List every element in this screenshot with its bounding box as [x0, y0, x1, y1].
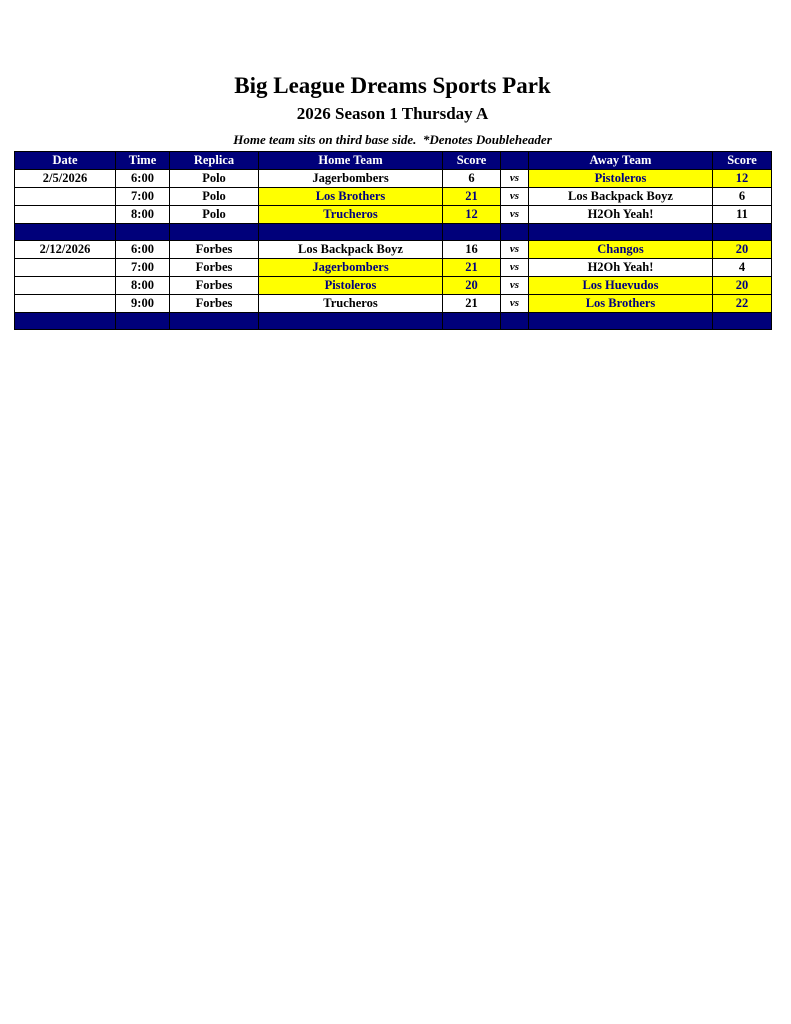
away-team-cell: Los Brothers [529, 295, 713, 313]
away-team-cell: H2Oh Yeah! [529, 259, 713, 277]
header-time: Time [116, 152, 170, 170]
replica-cell: Polo [170, 170, 259, 188]
vs-cell: vs [501, 259, 529, 277]
home-score-cell: 16 [443, 241, 501, 259]
time-cell: 7:00 [116, 188, 170, 206]
date-cell [15, 206, 116, 224]
header-date: Date [15, 152, 116, 170]
away-team-cell: H2Oh Yeah! [529, 206, 713, 224]
replica-cell: Forbes [170, 259, 259, 277]
away-score-cell: 6 [713, 188, 772, 206]
time-cell: 6:00 [116, 170, 170, 188]
home-team-cell: Los Brothers [259, 188, 443, 206]
separator-cell [713, 224, 772, 241]
date-cell [15, 295, 116, 313]
away-team-cell: Pistoleros [529, 170, 713, 188]
vs-cell: vs [501, 170, 529, 188]
date-cell [15, 259, 116, 277]
home-score-cell: 21 [443, 259, 501, 277]
separator-cell [15, 224, 116, 241]
time-cell: 6:00 [116, 241, 170, 259]
away-score-cell: 22 [713, 295, 772, 313]
home-team-cell: Trucheros [259, 206, 443, 224]
away-team-cell: Los Backpack Boyz [529, 188, 713, 206]
away-team-cell: Los Huevudos [529, 277, 713, 295]
separator-row [15, 313, 772, 330]
table-row [15, 295, 772, 313]
table-row [15, 170, 772, 188]
separator-cell [116, 313, 170, 330]
replica-cell: Forbes [170, 295, 259, 313]
header-home-score: Score [443, 152, 501, 170]
replica-cell: Forbes [170, 241, 259, 259]
separator-row [15, 224, 772, 241]
time-cell: 9:00 [116, 295, 170, 313]
home-team-cell: Los Backpack Boyz [259, 241, 443, 259]
table-row [15, 206, 772, 224]
away-score-cell: 11 [713, 206, 772, 224]
separator-cell [529, 313, 713, 330]
home-score-cell: 6 [443, 170, 501, 188]
separator-cell [170, 313, 259, 330]
home-team-cell: Pistoleros [259, 277, 443, 295]
home-score-cell: 21 [443, 188, 501, 206]
table-row [15, 259, 772, 277]
away-score-cell: 20 [713, 277, 772, 295]
separator-cell [259, 224, 443, 241]
date-cell [15, 277, 116, 295]
home-team-cell: Jagerbombers [259, 259, 443, 277]
date-cell: 2/5/2026 [15, 170, 116, 188]
home-team-cell: Trucheros [259, 295, 443, 313]
separator-cell [170, 224, 259, 241]
time-cell: 7:00 [116, 259, 170, 277]
table-row [15, 241, 772, 259]
replica-cell: Polo [170, 188, 259, 206]
replica-cell: Forbes [170, 277, 259, 295]
separator-cell [15, 313, 116, 330]
away-score-cell: 20 [713, 241, 772, 259]
vs-cell: vs [501, 295, 529, 313]
separator-cell [259, 313, 443, 330]
table-header-row [15, 152, 772, 170]
page-note: Home team sits on third base side. *Denotes Doubleheader [233, 132, 552, 147]
table-row [15, 188, 772, 206]
home-score-cell: 20 [443, 277, 501, 295]
vs-cell: vs [501, 206, 529, 224]
separator-cell [501, 313, 529, 330]
home-score-cell: 12 [443, 206, 501, 224]
time-cell: 8:00 [116, 277, 170, 295]
header-away-team: Away Team [529, 152, 713, 170]
date-cell: 2/12/2026 [15, 241, 116, 259]
header-home-team: Home Team [259, 152, 443, 170]
header-away-score: Score [713, 152, 772, 170]
replica-cell: Polo [170, 206, 259, 224]
separator-cell [443, 224, 501, 241]
date-cell [15, 188, 116, 206]
away-team-cell: Changos [529, 241, 713, 259]
home-team-cell: Jagerbombers [259, 170, 443, 188]
away-score-cell: 12 [713, 170, 772, 188]
schedule-table [14, 151, 772, 330]
separator-cell [713, 313, 772, 330]
separator-cell [501, 224, 529, 241]
separator-cell [443, 313, 501, 330]
header-replica: Replica [170, 152, 259, 170]
page-subtitle: 2026 Season 1 Thursday A [296, 104, 489, 123]
vs-cell: vs [501, 241, 529, 259]
separator-cell [116, 224, 170, 241]
table-row [15, 277, 772, 295]
header-vs [501, 152, 529, 170]
home-score-cell: 21 [443, 295, 501, 313]
away-score-cell: 4 [713, 259, 772, 277]
vs-cell: vs [501, 277, 529, 295]
time-cell: 8:00 [116, 206, 170, 224]
vs-cell: vs [501, 188, 529, 206]
schedule-body [15, 170, 772, 330]
page-title: Big League Dreams Sports Park [234, 73, 551, 98]
separator-cell [529, 224, 713, 241]
